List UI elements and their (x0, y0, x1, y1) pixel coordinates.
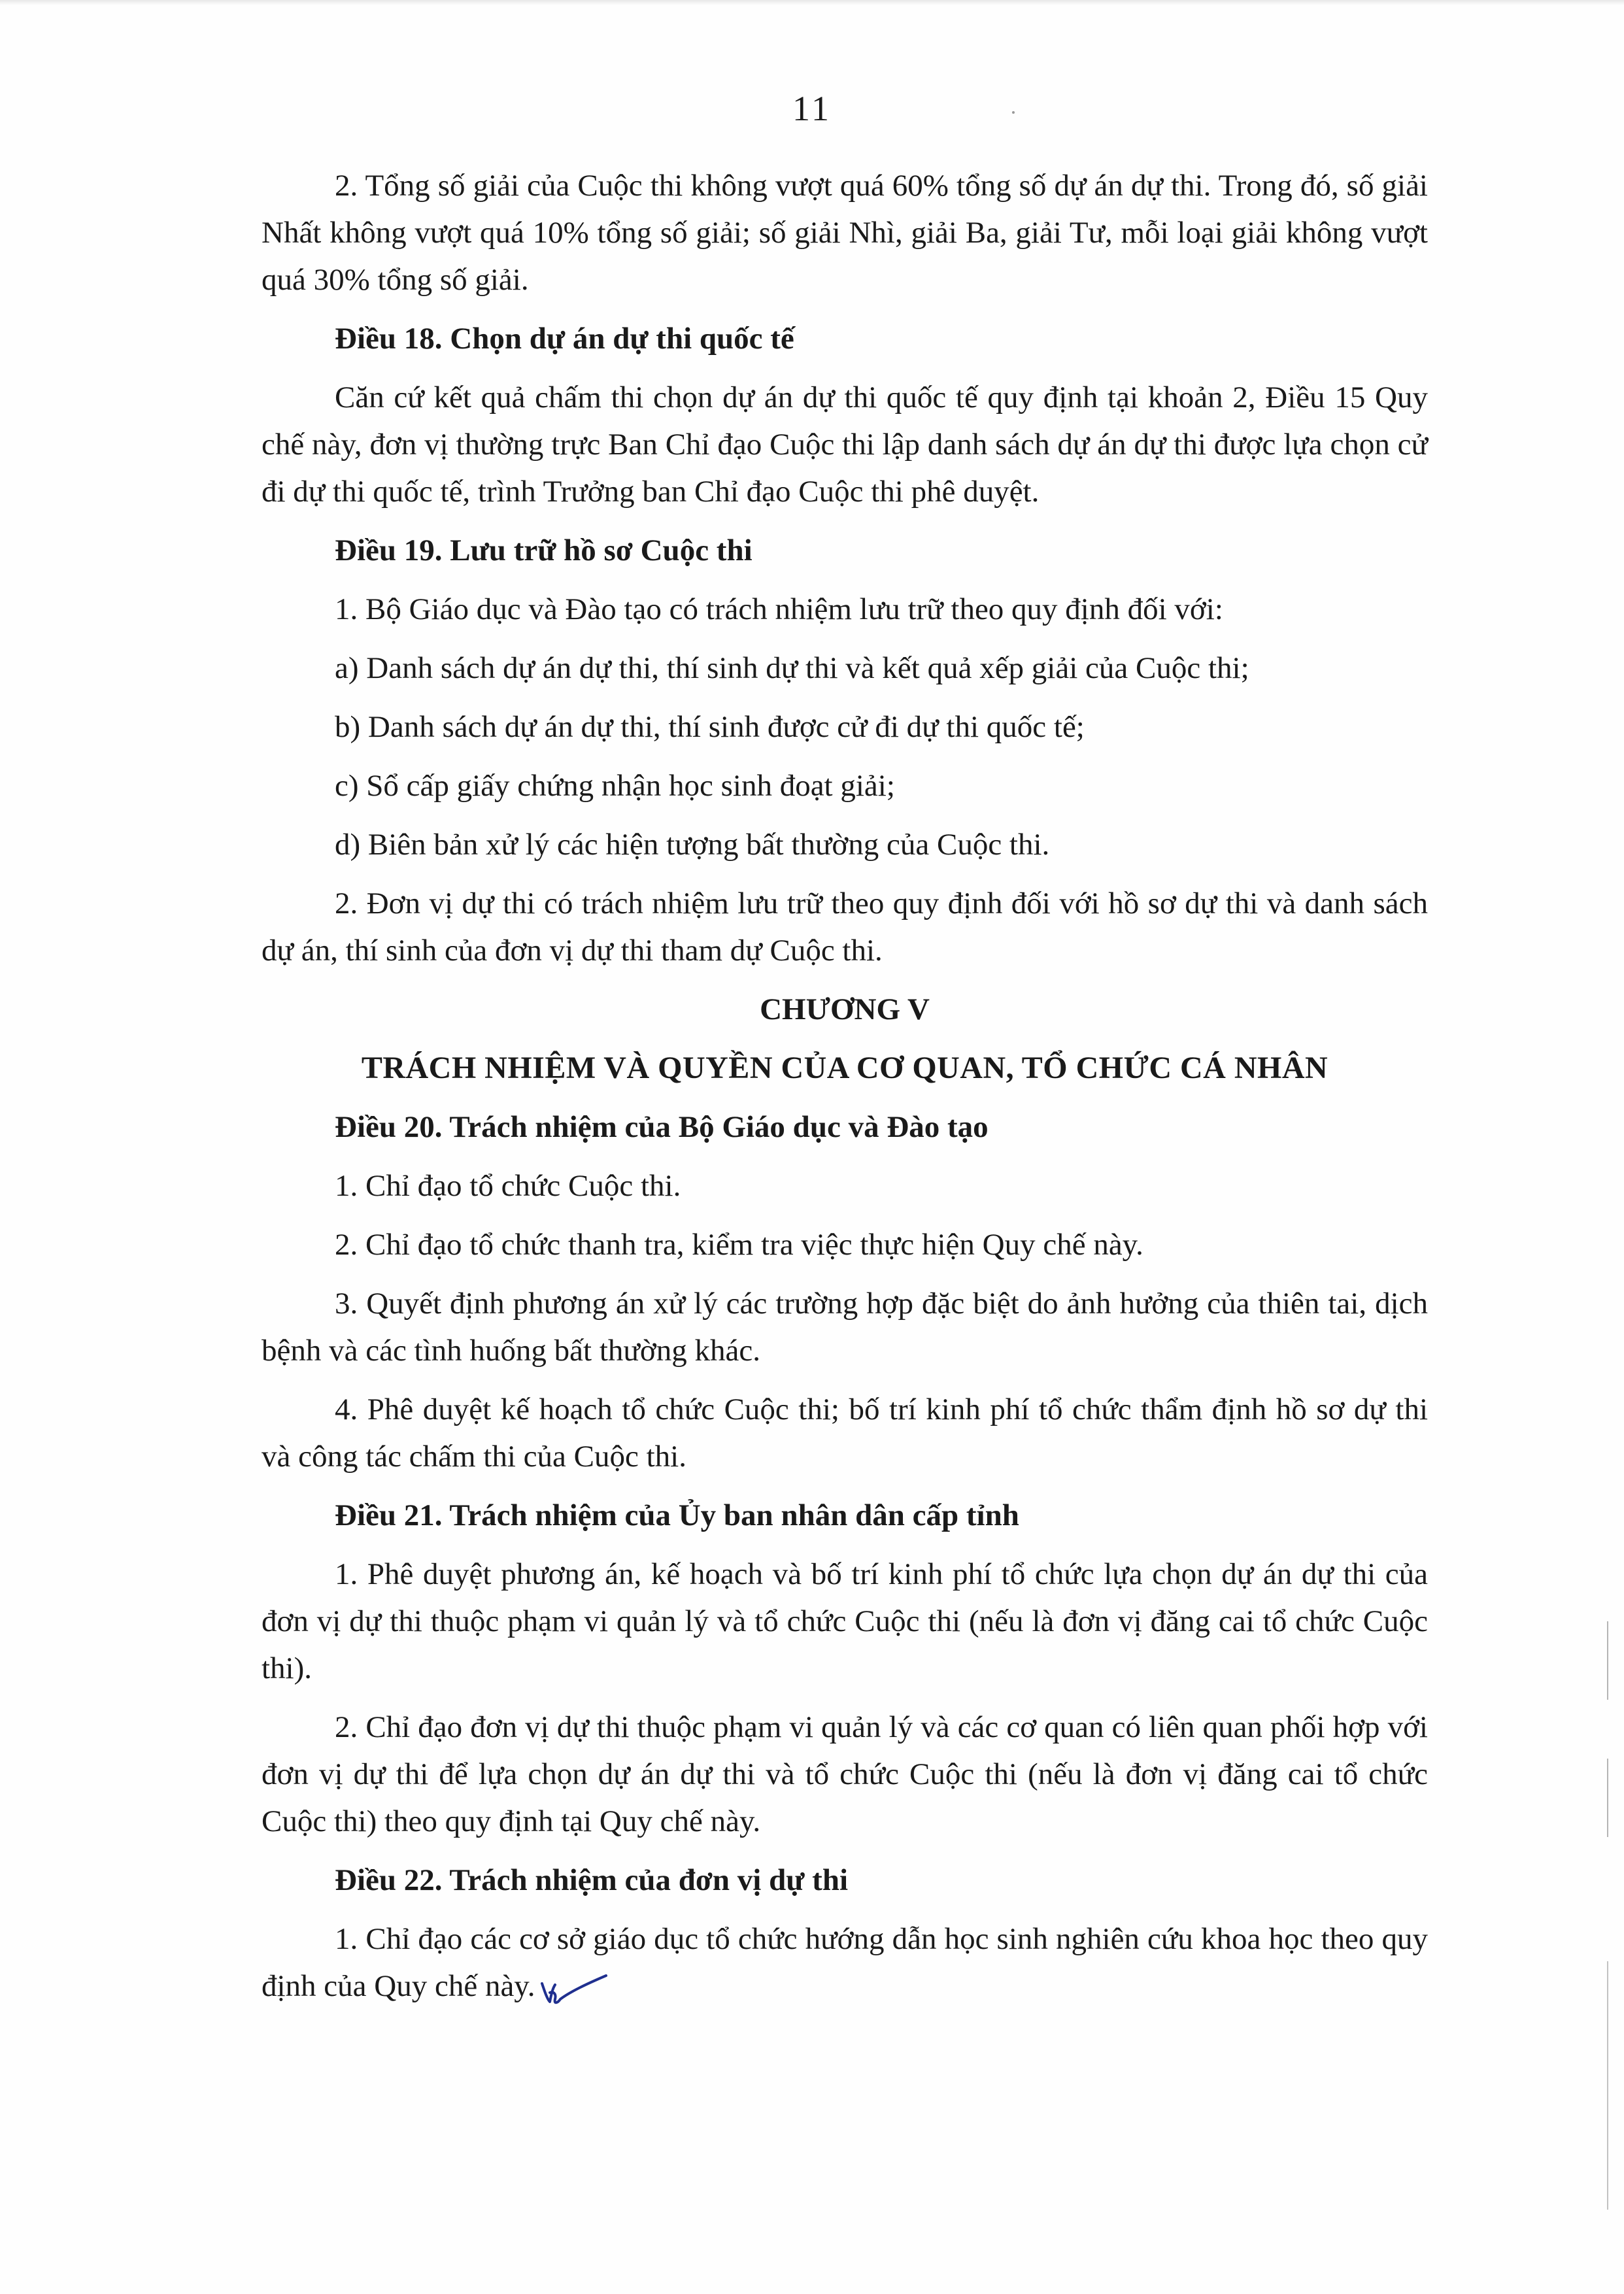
scan-margin-marks (1606, 1621, 1610, 2210)
paragraph: 2. Chỉ đạo đơn vị dự thi thuộc phạm vi quản lý và các cơ quan có liên quan phối hợp với đơn vị dự thi để lựa chọn dự án dự thi và tổ chức Cuộc thi (nếu là đơn vị đăng cai tổ chức Cuộc thi) theo quy định tại Quy chế này. (262, 1710, 1428, 1838)
paragraph: 4. Phê duyệt kế hoạch tổ chức Cuộc thi; bố trí kinh phí tổ chức thẩm định hồ sơ dự thi và công tác chấm thi của Cuộc thi. (262, 1392, 1428, 1474)
article-heading: Điều 21. Trách nhiệm của Ủy ban nhân dân cấp tỉnh (335, 1498, 1019, 1532)
initial-signature-icon (538, 1969, 610, 2008)
list-item: a) Danh sách dự án dự thi, thí sinh dự thi và kết quả xếp giải của Cuộc thi; (335, 651, 1249, 685)
paragraph-last (262, 1915, 1428, 2010)
list-item: c) Sổ cấp giấy chứng nhận học sinh đoạt giải; (335, 769, 895, 803)
paragraph: Căn cứ kết quả chấm thi chọn dự án dự thi quốc tế quy định tại khoản 2, Điều 15 Quy chế này, đơn vị thường trực Ban Chỉ đạo Cuộc thi lập danh sách dự án dự thi được lựa chọn cử đi dự thi quốc tế, trình Trưởng ban Chỉ đạo Cuộc thi phê duyệt. (262, 380, 1428, 509)
article-heading: Điều 19. Lưu trữ hồ sơ Cuộc thi (335, 533, 753, 567)
document-body (262, 162, 1428, 2021)
chapter-title: TRÁCH NHIỆM VÀ QUYỀN CỦA CƠ QUAN, TỔ CHỨC CÁ NHÂN (361, 1051, 1328, 1085)
paragraph: 3. Quyết định phương án xử lý các trường hợp đặc biệt do ảnh hưởng của thiên tai, dịch bệnh và các tình huống bất thường khác. (262, 1287, 1428, 1368)
paragraph: 1. Bộ Giáo dục và Đào tạo có trách nhiệm lưu trữ theo quy định đối với: (335, 592, 1223, 626)
paragraph-text: 1. Chỉ đạo các cơ sở giáo dục tổ chức hướng dẫn học sinh nghiên cứu khoa học theo quy định của Quy chế này. (262, 1922, 1428, 2003)
article-heading: Điều 18. Chọn dự án dự thi quốc tế (335, 322, 794, 356)
page-number: 11 (792, 89, 832, 128)
list-item: b) Danh sách dự án dự thi, thí sinh được cử đi dự thi quốc tế; (335, 710, 1085, 744)
paragraph: 2. Đơn vị dự thi có trách nhiệm lưu trữ theo quy định đối với hồ sơ dự thi và danh sách dự án, thí sinh của đơn vị dự thi tham dự Cuộc thi. (262, 886, 1428, 968)
paragraph: 1. Chỉ đạo tổ chức Cuộc thi. (335, 1169, 681, 1203)
paragraph: 2. Tổng số giải của Cuộc thi không vượt quá 60% tổng số dự án dự thi. Trong đó, số giải Nhất không vượt quá 10% tổng số giải; số giải Nhì, giải Ba, giải Tư, mỗi loại giải không vượt quá 30% tổng số giải. (262, 169, 1428, 297)
paragraph: 1. Phê duyệt phương án, kế hoạch và bố trí kinh phí tổ chức lựa chọn dự án dự thi của đơn vị dự thi thuộc phạm vi quản lý và tổ chức Cuộc thi (nếu là đơn vị đăng cai tổ chức Cuộc thi). (262, 1557, 1428, 1685)
chapter-number: CHƯƠNG V (760, 992, 930, 1026)
article-heading: Điều 22. Trách nhiệm của đơn vị dự thi (335, 1863, 849, 1897)
paragraph: 2. Chỉ đạo tổ chức thanh tra, kiểm tra việc thực hiện Quy chế này. (335, 1228, 1143, 1262)
scan-speck (1012, 111, 1015, 114)
scan-edge (0, 0, 1624, 5)
article-heading: Điều 20. Trách nhiệm của Bộ Giáo dục và Đào tạo (335, 1110, 989, 1144)
list-item: d) Biên bản xử lý các hiện tượng bất thường của Cuộc thi. (335, 828, 1050, 862)
